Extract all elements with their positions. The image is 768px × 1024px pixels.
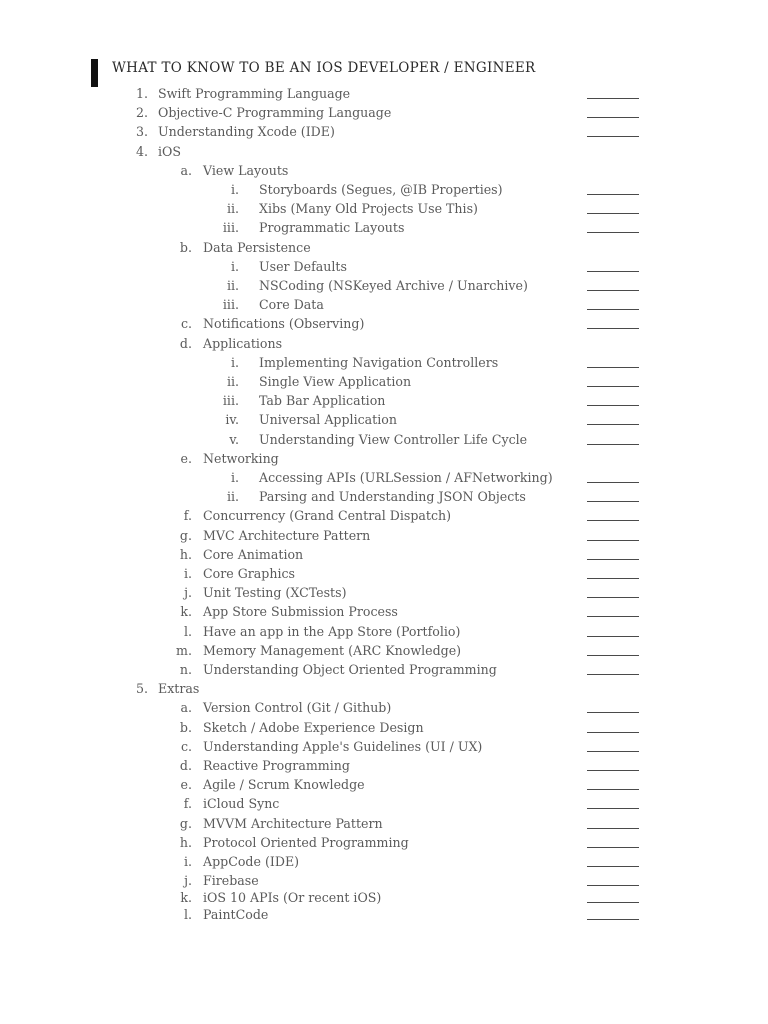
list-item-label: Sketch / Adobe Experience Design <box>203 720 424 735</box>
list-item <box>0 720 768 739</box>
list-item <box>0 816 768 835</box>
checkoff-blank-line <box>587 808 639 809</box>
checkoff-blank-line <box>587 309 639 310</box>
list-item-number: e. <box>180 451 192 466</box>
list-item <box>0 681 768 700</box>
checkoff-blank-line <box>587 367 639 368</box>
list-item-number: a. <box>180 163 192 178</box>
list-item-number: f. <box>183 796 192 811</box>
list-item-number: j. <box>184 873 192 888</box>
list-item <box>0 547 768 566</box>
list-item-number: ii. <box>226 374 239 389</box>
list-item-number: 5. <box>135 681 148 696</box>
list-item-label: Reactive Programming <box>203 758 350 773</box>
list-item-number: ii. <box>226 201 239 216</box>
list-item-label: PaintCode <box>203 907 269 922</box>
list-item-label: MVC Architecture Pattern <box>203 528 371 543</box>
checkoff-blank-line <box>587 770 639 771</box>
list-item <box>0 297 768 316</box>
list-item <box>0 220 768 239</box>
list-item-label: Extras <box>158 681 200 696</box>
list-item-number: i. <box>183 566 192 581</box>
list-item <box>0 528 768 547</box>
list-item-number: e. <box>180 777 192 792</box>
checkoff-blank-line <box>587 482 639 483</box>
list-item-number: 2. <box>135 105 148 120</box>
list-item <box>0 412 768 431</box>
checkoff-blank-line <box>587 789 639 790</box>
list-item <box>0 854 768 873</box>
list-item-number: l. <box>183 907 192 922</box>
list-item-label: Core Graphics <box>203 566 295 581</box>
list-item-number: f. <box>183 508 192 523</box>
checkoff-blank-line <box>587 520 639 521</box>
list-item-number: i. <box>230 259 239 274</box>
checkoff-blank-line <box>587 732 639 733</box>
list-item-label: Memory Management (ARC Knowledge) <box>203 643 462 658</box>
list-item-label: Notifications (Observing) <box>203 316 365 331</box>
checkoff-blank-line <box>587 885 639 886</box>
list-item <box>0 470 768 489</box>
checkoff-blank-line <box>587 655 639 656</box>
list-item <box>0 393 768 412</box>
list-item <box>0 489 768 508</box>
page-title: WHAT TO KNOW TO BE AN IOS DEVELOPER / ENGINEER <box>112 60 536 76</box>
list-item <box>0 144 768 163</box>
list-item-number: g. <box>179 816 192 831</box>
list-item <box>0 758 768 777</box>
checkoff-blank-line <box>587 501 639 502</box>
list-item-label: iOS 10 APIs (Or recent iOS) <box>203 890 382 905</box>
list-item-label: Understanding View Controller Life Cycle <box>259 432 528 447</box>
checkoff-blank-line <box>587 597 639 598</box>
list-item-label: Core Data <box>259 297 324 312</box>
list-item <box>0 739 768 758</box>
list-item-label: Firebase <box>203 873 259 888</box>
list-item-number: m. <box>176 643 192 658</box>
list-item-label: Protocol Oriented Programming <box>203 835 409 850</box>
list-item-number: ii. <box>226 278 239 293</box>
list-item <box>0 182 768 201</box>
list-item-number: h. <box>179 547 192 562</box>
list-item <box>0 316 768 335</box>
list-item-number: 1. <box>135 86 148 101</box>
list-item-label: Understanding Apple's Guidelines (UI / UX) <box>203 739 483 754</box>
list-item-label: NSCoding (NSKeyed Archive / Unarchive) <box>259 278 528 293</box>
list-item-label: Tab Bar Application <box>259 393 386 408</box>
list-item-number: n. <box>179 662 192 677</box>
list-item-number: l. <box>183 624 192 639</box>
list-item-number: v. <box>229 432 239 447</box>
list-item <box>0 566 768 585</box>
list-item-label: Objective-C Programming Language <box>158 105 392 120</box>
list-item <box>0 240 768 259</box>
list-item <box>0 796 768 815</box>
checkoff-blank-line <box>587 866 639 867</box>
list-item <box>0 374 768 393</box>
list-item-label: App Store Submission Process <box>203 604 398 619</box>
list-item-label: Swift Programming Language <box>158 86 351 101</box>
list-item-label: MVVM Architecture Pattern <box>203 816 383 831</box>
checkoff-blank-line <box>587 616 639 617</box>
list-item-number: i. <box>230 470 239 485</box>
list-item <box>0 508 768 527</box>
checkoff-blank-line <box>587 902 639 903</box>
list-item-label: Xibs (Many Old Projects Use This) <box>259 201 478 216</box>
list-item-label: View Layouts <box>203 163 289 178</box>
list-item-label: Unit Testing (XCTests) <box>203 585 347 600</box>
list-item-label: Implementing Navigation Controllers <box>259 355 499 370</box>
checkoff-blank-line <box>587 712 639 713</box>
list-item-label: Have an app in the App Store (Portfolio) <box>203 624 461 639</box>
list-item-label: iCloud Sync <box>203 796 280 811</box>
list-item <box>0 278 768 297</box>
list-item <box>0 835 768 854</box>
list-item-label: AppCode (IDE) <box>203 854 300 869</box>
checkoff-blank-line <box>587 386 639 387</box>
list-item-label: Understanding Xcode (IDE) <box>158 124 335 139</box>
list-item-number: c. <box>180 316 192 331</box>
checkoff-blank-line <box>587 290 639 291</box>
list-item <box>0 432 768 451</box>
checkoff-blank-line <box>587 444 639 445</box>
list-item <box>0 86 768 105</box>
list-item <box>0 105 768 124</box>
checkoff-blank-line <box>587 271 639 272</box>
list-item-number: d. <box>179 336 192 351</box>
checkoff-blank-line <box>587 751 639 752</box>
list-item-label: Parsing and Understanding JSON Objects <box>259 489 526 504</box>
list-item-number: a. <box>180 700 192 715</box>
list-item-label: Core Animation <box>203 547 304 562</box>
list-item <box>0 259 768 278</box>
list-item <box>0 662 768 681</box>
checkoff-blank-line <box>587 847 639 848</box>
title-accent-bar <box>91 59 98 87</box>
list-item <box>0 585 768 604</box>
checkoff-blank-line <box>587 194 639 195</box>
list-item-label: Programmatic Layouts <box>259 220 405 235</box>
list-item <box>0 336 768 355</box>
list-item <box>0 700 768 719</box>
list-item-number: k. <box>180 890 192 905</box>
list-item-label: User Defaults <box>259 259 347 274</box>
list-item-number: g. <box>179 528 192 543</box>
checkoff-blank-line <box>587 919 639 920</box>
list-item-number: c. <box>180 739 192 754</box>
list-item-label: Applications <box>203 336 283 351</box>
list-item-number: i. <box>183 854 192 869</box>
checkoff-blank-line <box>587 559 639 560</box>
list-item-label: Agile / Scrum Knowledge <box>203 777 365 792</box>
list-item <box>0 907 768 926</box>
checkoff-blank-line <box>587 328 639 329</box>
list-item-number: iii. <box>222 393 239 408</box>
checkoff-blank-line <box>587 828 639 829</box>
list-item-number: 4. <box>135 144 148 159</box>
list-item-label: Networking <box>203 451 279 466</box>
list-item <box>0 124 768 143</box>
list-item-number: ii. <box>226 489 239 504</box>
list-item-label: Version Control (Git / Github) <box>203 700 392 715</box>
list-item <box>0 355 768 374</box>
list-item-label: iOS <box>158 144 181 159</box>
list-item-number: iv. <box>225 412 239 427</box>
list-item-number: iii. <box>222 297 239 312</box>
checkoff-blank-line <box>587 674 639 675</box>
list-item <box>0 201 768 220</box>
list-item <box>0 624 768 643</box>
list-item <box>0 643 768 662</box>
checkoff-blank-line <box>587 424 639 425</box>
list-item-label: Data Persistence <box>203 240 311 255</box>
checkoff-blank-line <box>587 98 639 99</box>
list-item-number: h. <box>179 835 192 850</box>
list-item-number: i. <box>230 182 239 197</box>
list-item-label: Universal Application <box>259 412 397 427</box>
checkoff-blank-line <box>587 405 639 406</box>
list-item-number: 3. <box>135 124 148 139</box>
list-item-number: b. <box>179 720 192 735</box>
list-item <box>0 451 768 470</box>
list-item-label: Understanding Object Oriented Programming <box>203 662 497 677</box>
list-item <box>0 777 768 796</box>
list-item-label: Single View Application <box>259 374 412 389</box>
checkoff-blank-line <box>587 540 639 541</box>
list-item-number: iii. <box>222 220 239 235</box>
checkoff-blank-line <box>587 578 639 579</box>
checkoff-blank-line <box>587 213 639 214</box>
checkoff-blank-line <box>587 136 639 137</box>
list-item-label: Accessing APIs (URLSession / AFNetworking) <box>259 470 553 485</box>
list-item <box>0 163 768 182</box>
list-item-label: Storyboards (Segues, @IB Properties) <box>259 182 503 197</box>
checkoff-blank-line <box>587 232 639 233</box>
list-item-number: d. <box>179 758 192 773</box>
checkoff-blank-line <box>587 636 639 637</box>
list-item <box>0 604 768 623</box>
list-item-number: k. <box>180 604 192 619</box>
list-item-number: i. <box>230 355 239 370</box>
list-item-label: Concurrency (Grand Central Dispatch) <box>203 508 452 523</box>
list-item-number: b. <box>179 240 192 255</box>
list-item-number: j. <box>184 585 192 600</box>
checkoff-blank-line <box>587 117 639 118</box>
